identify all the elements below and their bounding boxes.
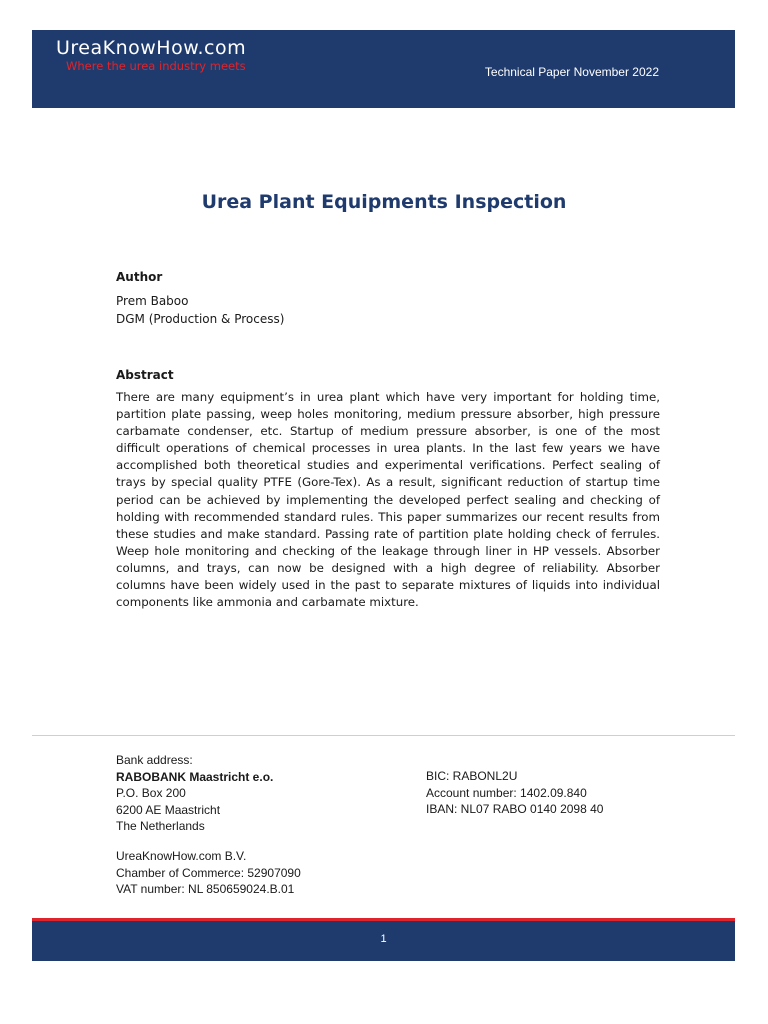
vat-number: VAT number: NL 850659024.B.01 bbox=[116, 882, 295, 897]
abstract-text: There are many equipment’s in urea plant which have very important for holding time, partition plate passing, weep holes monitoring, medium pressure absorber, high pressure carbamate condenser, etc. Startup of medium pressure absorber, is one of the most difficult operations of chemical processes in urea plants. In the last few years we have accomplished both theoretical studies and experimental verifications. Perfect sealing of trays by special quality PTFE (Gore-Tex). As a result, significant reduction of startup time period can be achieved by implementing the developed perfect sealing and checking of holding with recommended standard rules. This paper summarizes our recent results from these studies and make standard. Passing rate of partition plate holding check of ferrules. Weep hole monitoring and checking of the leakage through liner in HP vessels. Absorber columns, and trays, can now be designed with a high degree of reliability. Absorber columns have been widely used in the past to separate mixtures of liquids into individual components like ammonia and carbamate mixture. bbox=[116, 390, 660, 610]
site-logo: UreaKnowHow.com bbox=[56, 37, 247, 59]
author-heading: Author bbox=[116, 270, 163, 284]
author-name: Prem Baboo bbox=[116, 294, 189, 308]
bank-city: 6200 AE Maastricht bbox=[116, 802, 221, 817]
footer-divider bbox=[32, 735, 735, 736]
bank-label: Bank address: bbox=[116, 753, 193, 767]
bic-code: BIC: RABONL2U bbox=[426, 769, 518, 783]
company-name: UreaKnowHow.com B.V. bbox=[116, 849, 247, 863]
chamber-of-commerce: Chamber of Commerce: 52907090 bbox=[116, 865, 301, 880]
iban-number: IBAN: NL07 RABO 0140 2098 40 bbox=[426, 802, 604, 817]
bank-block bbox=[116, 752, 273, 835]
document-title: Urea Plant Equipments Inspection bbox=[201, 191, 567, 213]
bank-country: The Netherlands bbox=[116, 819, 205, 834]
header-banner bbox=[32, 30, 735, 108]
page-number: 1 bbox=[380, 933, 387, 945]
account-number: Account number: 1402.09.840 bbox=[426, 785, 587, 800]
footer-banner bbox=[32, 918, 735, 961]
bank-po-box: P.O. Box 200 bbox=[116, 786, 186, 801]
author-position: DGM (Production & Process) bbox=[116, 312, 285, 326]
site-tagline: Where the urea industry meets bbox=[66, 59, 246, 73]
abstract-heading: Abstract bbox=[116, 368, 174, 382]
paper-date-label: Technical Paper November 2022 bbox=[484, 65, 659, 79]
account-block bbox=[426, 768, 603, 818]
company-block bbox=[116, 848, 301, 898]
bank-name: RABOBANK Maastricht e.o. bbox=[116, 769, 274, 784]
